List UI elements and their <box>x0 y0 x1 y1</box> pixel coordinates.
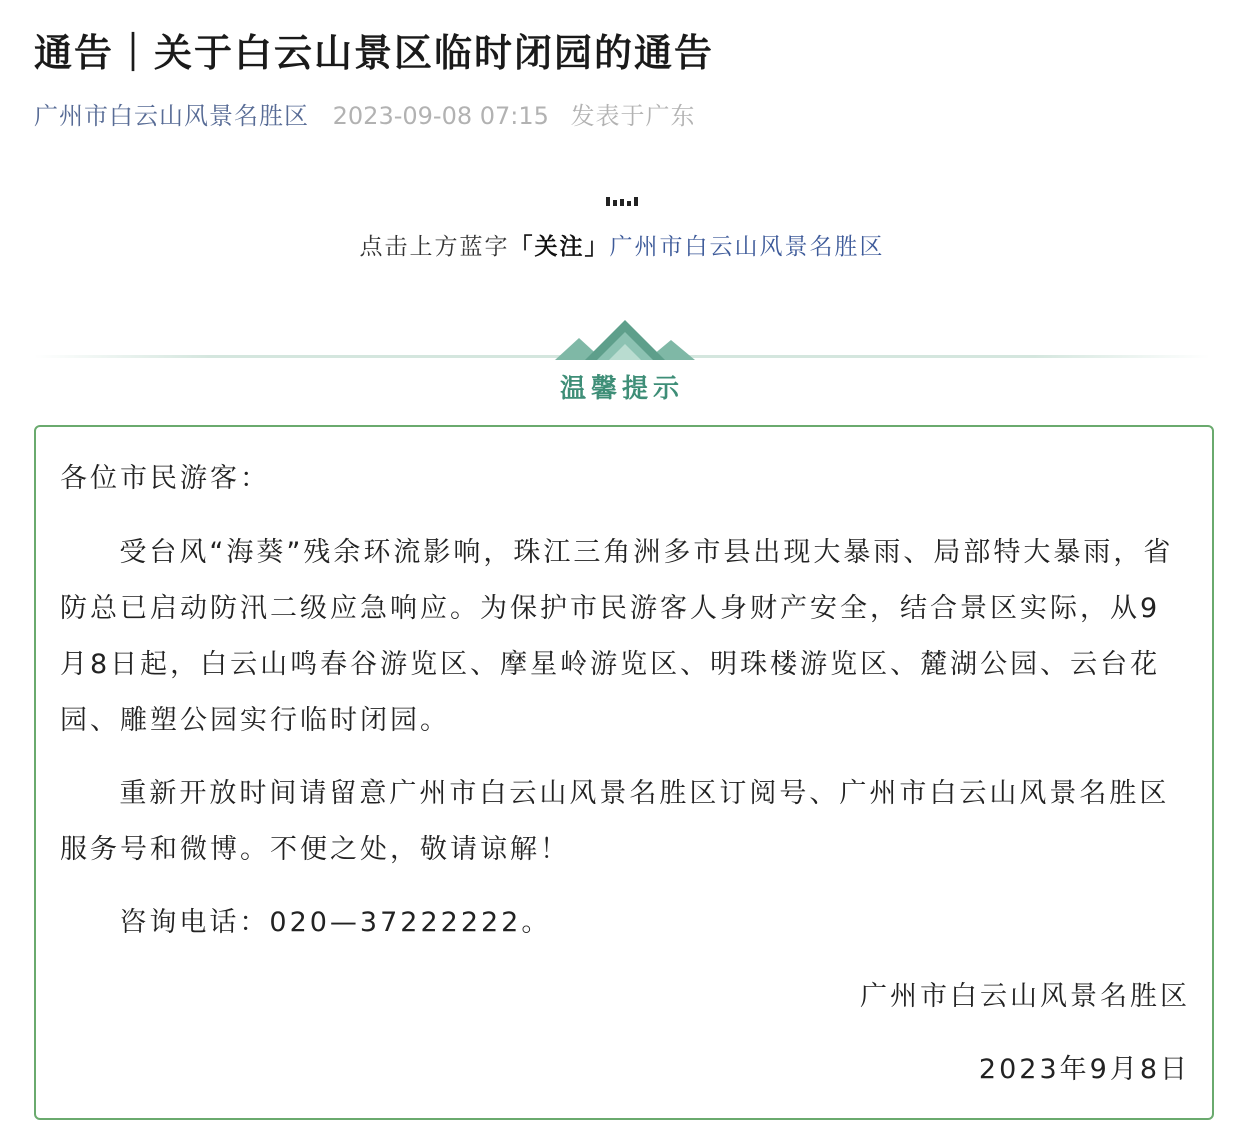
publish-date: 2023-09-08 07:15 <box>332 102 549 130</box>
mountain-icon <box>555 318 695 360</box>
article-meta <box>34 96 696 131</box>
follow-prefix: 点击上方蓝字 <box>359 234 510 260</box>
notice-paragraph-1: 受台风“海葵”残余环流影响，珠江三角洲多市县出现大暴雨、局部特大暴雨，省防总已启动防汛二级应急响应。为保护市民游客人身财产安全，结合景区实际，从9月8日起，白云山鸣春谷游览区、摩星岭游览区、明珠楼游览区、麓湖公园、云台花园、雕塑公园实行临时闭园。 <box>60 537 1174 736</box>
publish-location: 发表于广东 <box>570 102 696 130</box>
follow-prompt <box>0 228 1244 261</box>
notice-paragraph-2: 重新开放时间请留意广州市白云山风景名胜区订阅号、广州市白云山风景名胜区服务号和微博。不便之处，敬请谅解！ <box>60 778 1170 865</box>
banner-title: 温馨提示 <box>559 374 684 404</box>
notice-signature: 广州市白云山风景名胜区 <box>860 981 1190 1012</box>
article-title: 通告｜关于白云山景区临时闭园的通告 <box>34 31 715 75</box>
follow-keyword: 「关注」 <box>509 234 610 260</box>
notice-greeting: 各位市民游客： <box>60 463 270 494</box>
follow-account-link[interactable]: 广州市白云山风景名胜区 <box>609 234 885 260</box>
notice-sign-date: 2023年9月8日 <box>978 1054 1190 1085</box>
audio-bars-icon <box>606 192 638 206</box>
author-link[interactable]: 广州市白云山风景名胜区 <box>34 102 309 130</box>
notice-box <box>34 425 1214 1120</box>
notice-contact: 咨询电话：020—37222222。 <box>119 907 552 938</box>
